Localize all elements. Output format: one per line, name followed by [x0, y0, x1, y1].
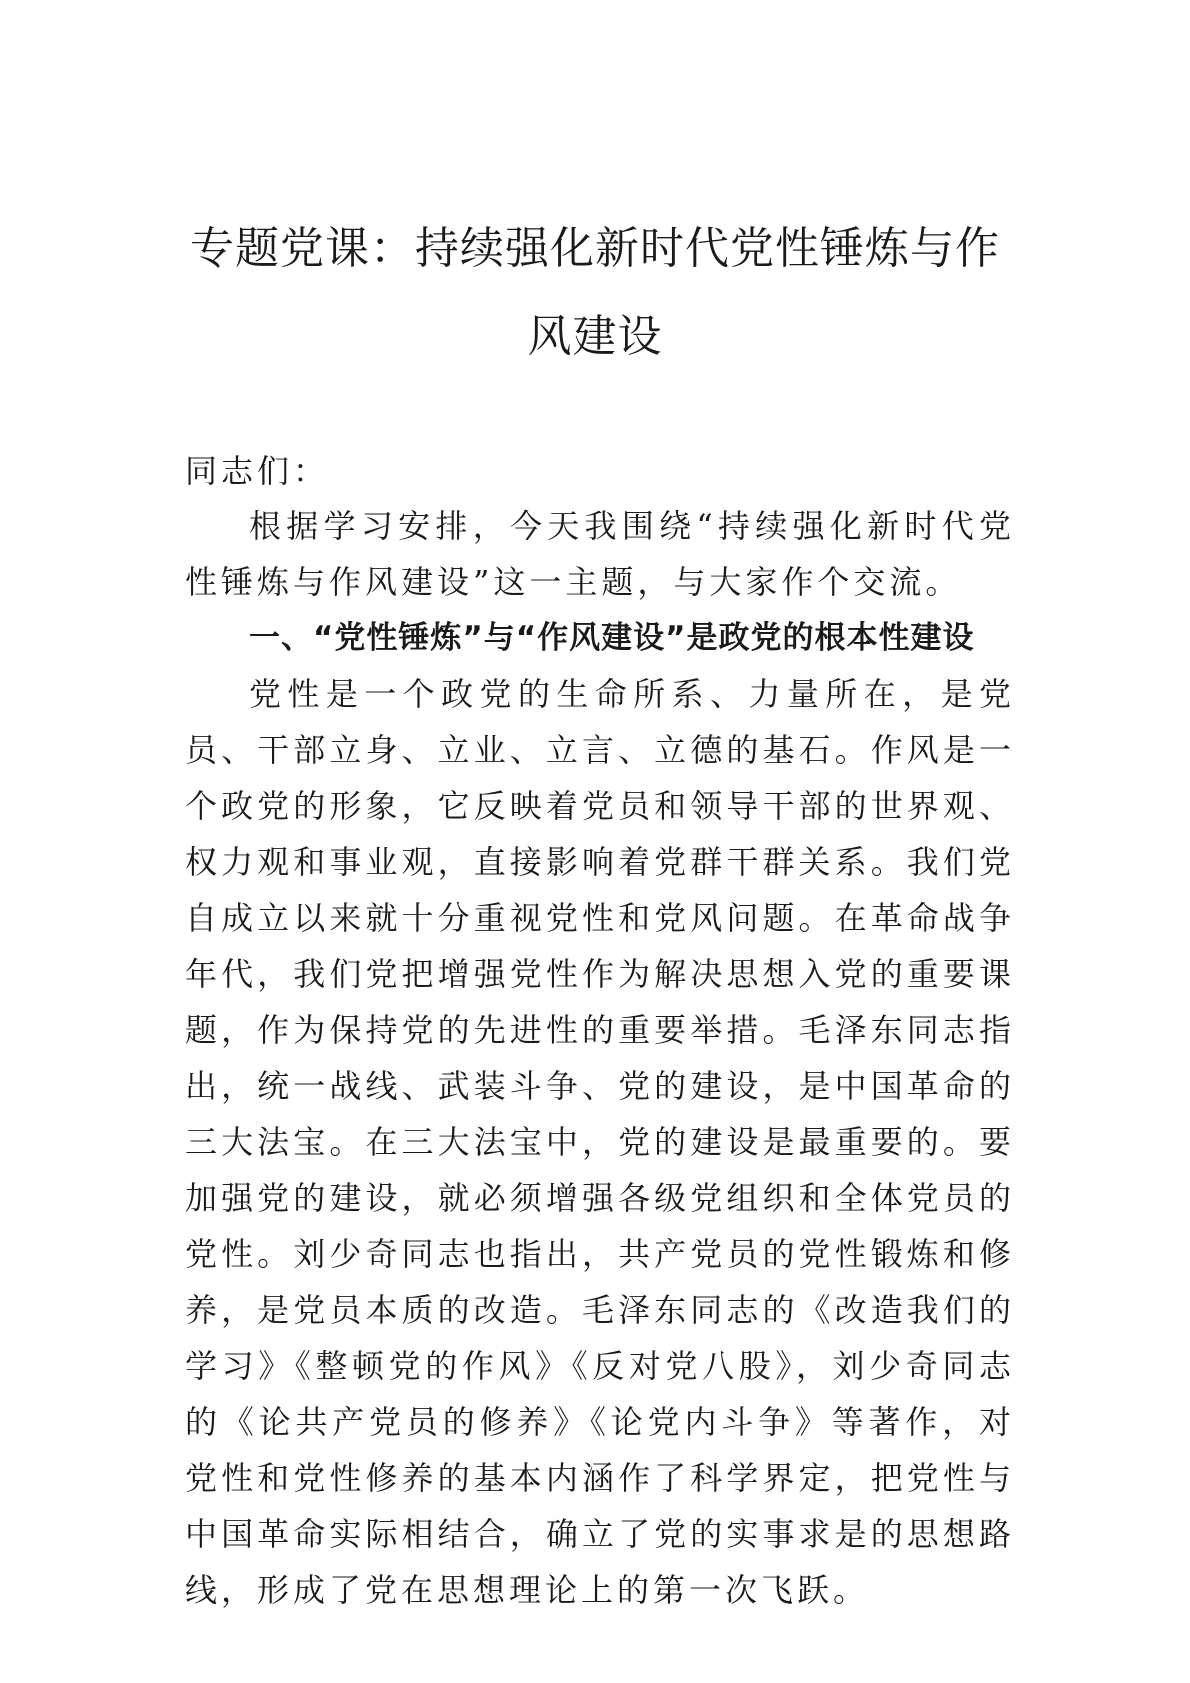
intro-paragraph: 根据学习安排，今天我围绕“持续强化新时代党性锤炼与作风建设”这一主题，与大家作个交流。	[185, 507, 1015, 601]
salutation: 同志们：	[185, 452, 330, 490]
main-paragraph: 党性是一个政党的生命所系、力量所在，是党员、干部立身、立业、立言、立德的基石。作风是一个政党的形象，它反映着党员和领导干部的世界观、权力观和事业观，直接影响着党群干群关系。我们党自成立以来就十分重视党性和党风问题。在革命战争年代，我们党把增强党性作为解决思想入党的重要课题，作为保持党的先进性的重要举措。毛泽东同志指出，统一战线、武装斗争、党的建设，是中国革命的三大法宝。在三大法宝中，党的建设是最重要的。要加强党的建设，就必须增强各级党组织和全体党员的党性。刘少奇同志也指出，共产党员的党性锻炼和修养，是党员本质的改造。毛泽东同志的《改造我们的学习》《整顿党的作风》《反对党八股》，刘少奇同志的《论共产党员的修养》《论党内斗争》等著作，对党性和党性修养的基本内涵作了科学界定，把党性与中国革命实际相结合，确立了党的实事求是的思想路线，形成了党在思想理论上的第一次飞跃。	[185, 675, 1015, 1609]
section-heading: 一、“党性锤炼”与“作风建设”是政党的根本性建设	[249, 620, 975, 656]
document-title: 专题党课：持续强化新时代党性锤炼与作风建设	[190, 223, 1000, 362]
